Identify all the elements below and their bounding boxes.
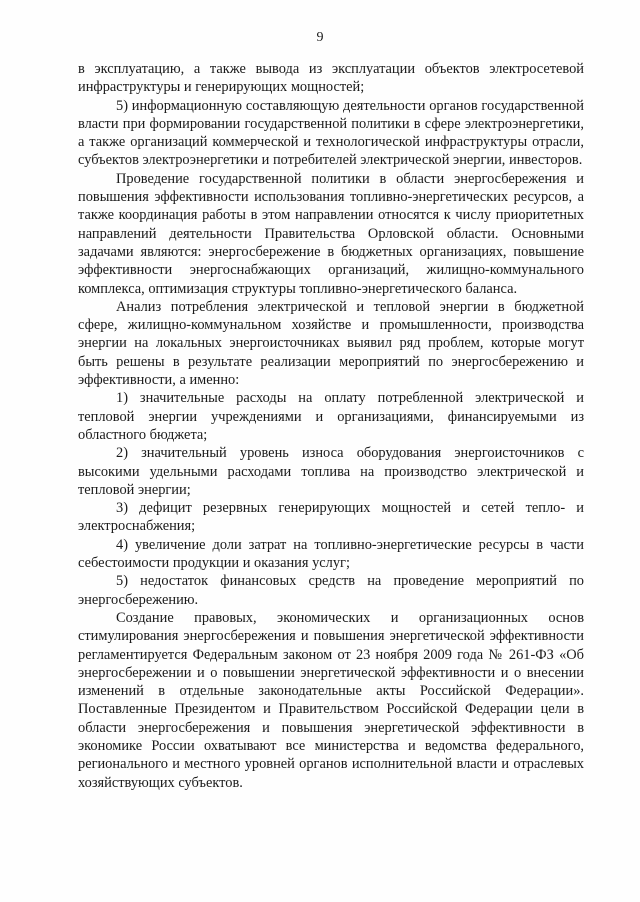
page-number: 9 [316, 30, 324, 45]
paragraph-continuation: в эксплуатацию, а также вывода из эксплуатации объектов электросетевой инфраструктуры и генерирующих мощностей; [78, 61, 584, 96]
paragraph-problem-4: 4) увеличение доли затрат на топливно-энергетические ресурсы в части себестоимости продукции и оказания услуг; [78, 536, 584, 572]
document-body [78, 60, 584, 792]
paragraph-problem-1: 1) значительные расходы на оплату потребленной электрической и тепловой энергии учреждениями и организациями, финансируемыми из областного бюджета; [78, 390, 584, 443]
paragraph-problem-5: 5) недостаток финансовых средств на проведение мероприятий по энергосбережению. [78, 573, 584, 608]
paragraph-list-item-5-information: 5) информационную составляющую деятельности органов государственной власти при формировании государственной политики в сфере электроэнергетики, а также организаций коммерческой и технологической инфраструктуры отрасли, субъектов электроэнергетики и потребителей электрической энергии, инвесторов. [78, 97, 584, 169]
paragraph-problem-3: 3) дефицит резервных генерирующих мощностей и сетей тепло- и электроснабжения; [78, 500, 584, 535]
paragraph-problem-2: 2) значительный уровень износа оборудования энергоисточников с высокими удельными расходами топлива на производство электрической и тепловой энергии; [78, 445, 584, 498]
paragraph-state-policy: Проведение государственной политики в области энергосбережения и повышения эффективности использования топливно-энергетических ресурсов, а также координация работы в этом направлении относятся к числу приоритетных направлений деятельности Правительства Орловской области. Основными задачами являются: энергосбережение в бюджетных организациях, повышение эффективности энергоснабжающих организаций, жилищно-коммунального комплекса, оптимизация структуры топливно-энергетического баланса. [78, 170, 584, 297]
paragraph-federal-law: Создание правовых, экономических и организационных основ стимулирования энергосбережения и повышения энергетической эффективности регламентируется Федеральным законом от 23 ноября 2009 года № 261-ФЗ «Об энергосбережении и о повышении энергетической эффективности и о внесении изменений в отдельные законодательные акты Российской Федерации». Поставленные Президентом и Правительством Российской Федерации цели в области энергосбережения и повышения энергетической эффективности в экономике России охватывают все министерства и ведомства федерального, регионального и местного уровней органов исполнительной власти и отраслевых хозяйствующих субъектов. [78, 609, 584, 791]
paragraph-consumption-analysis: Анализ потребления электрической и тепловой энергии в бюджетной сфере, жилищно-коммунальном хозяйстве и промышленности, производства энергии на локальных энергоисточниках выявил ряд проблем, которые могут быть решены в результате реализации мероприятий по энергосбережению и эффективности, а именно: [78, 298, 584, 389]
